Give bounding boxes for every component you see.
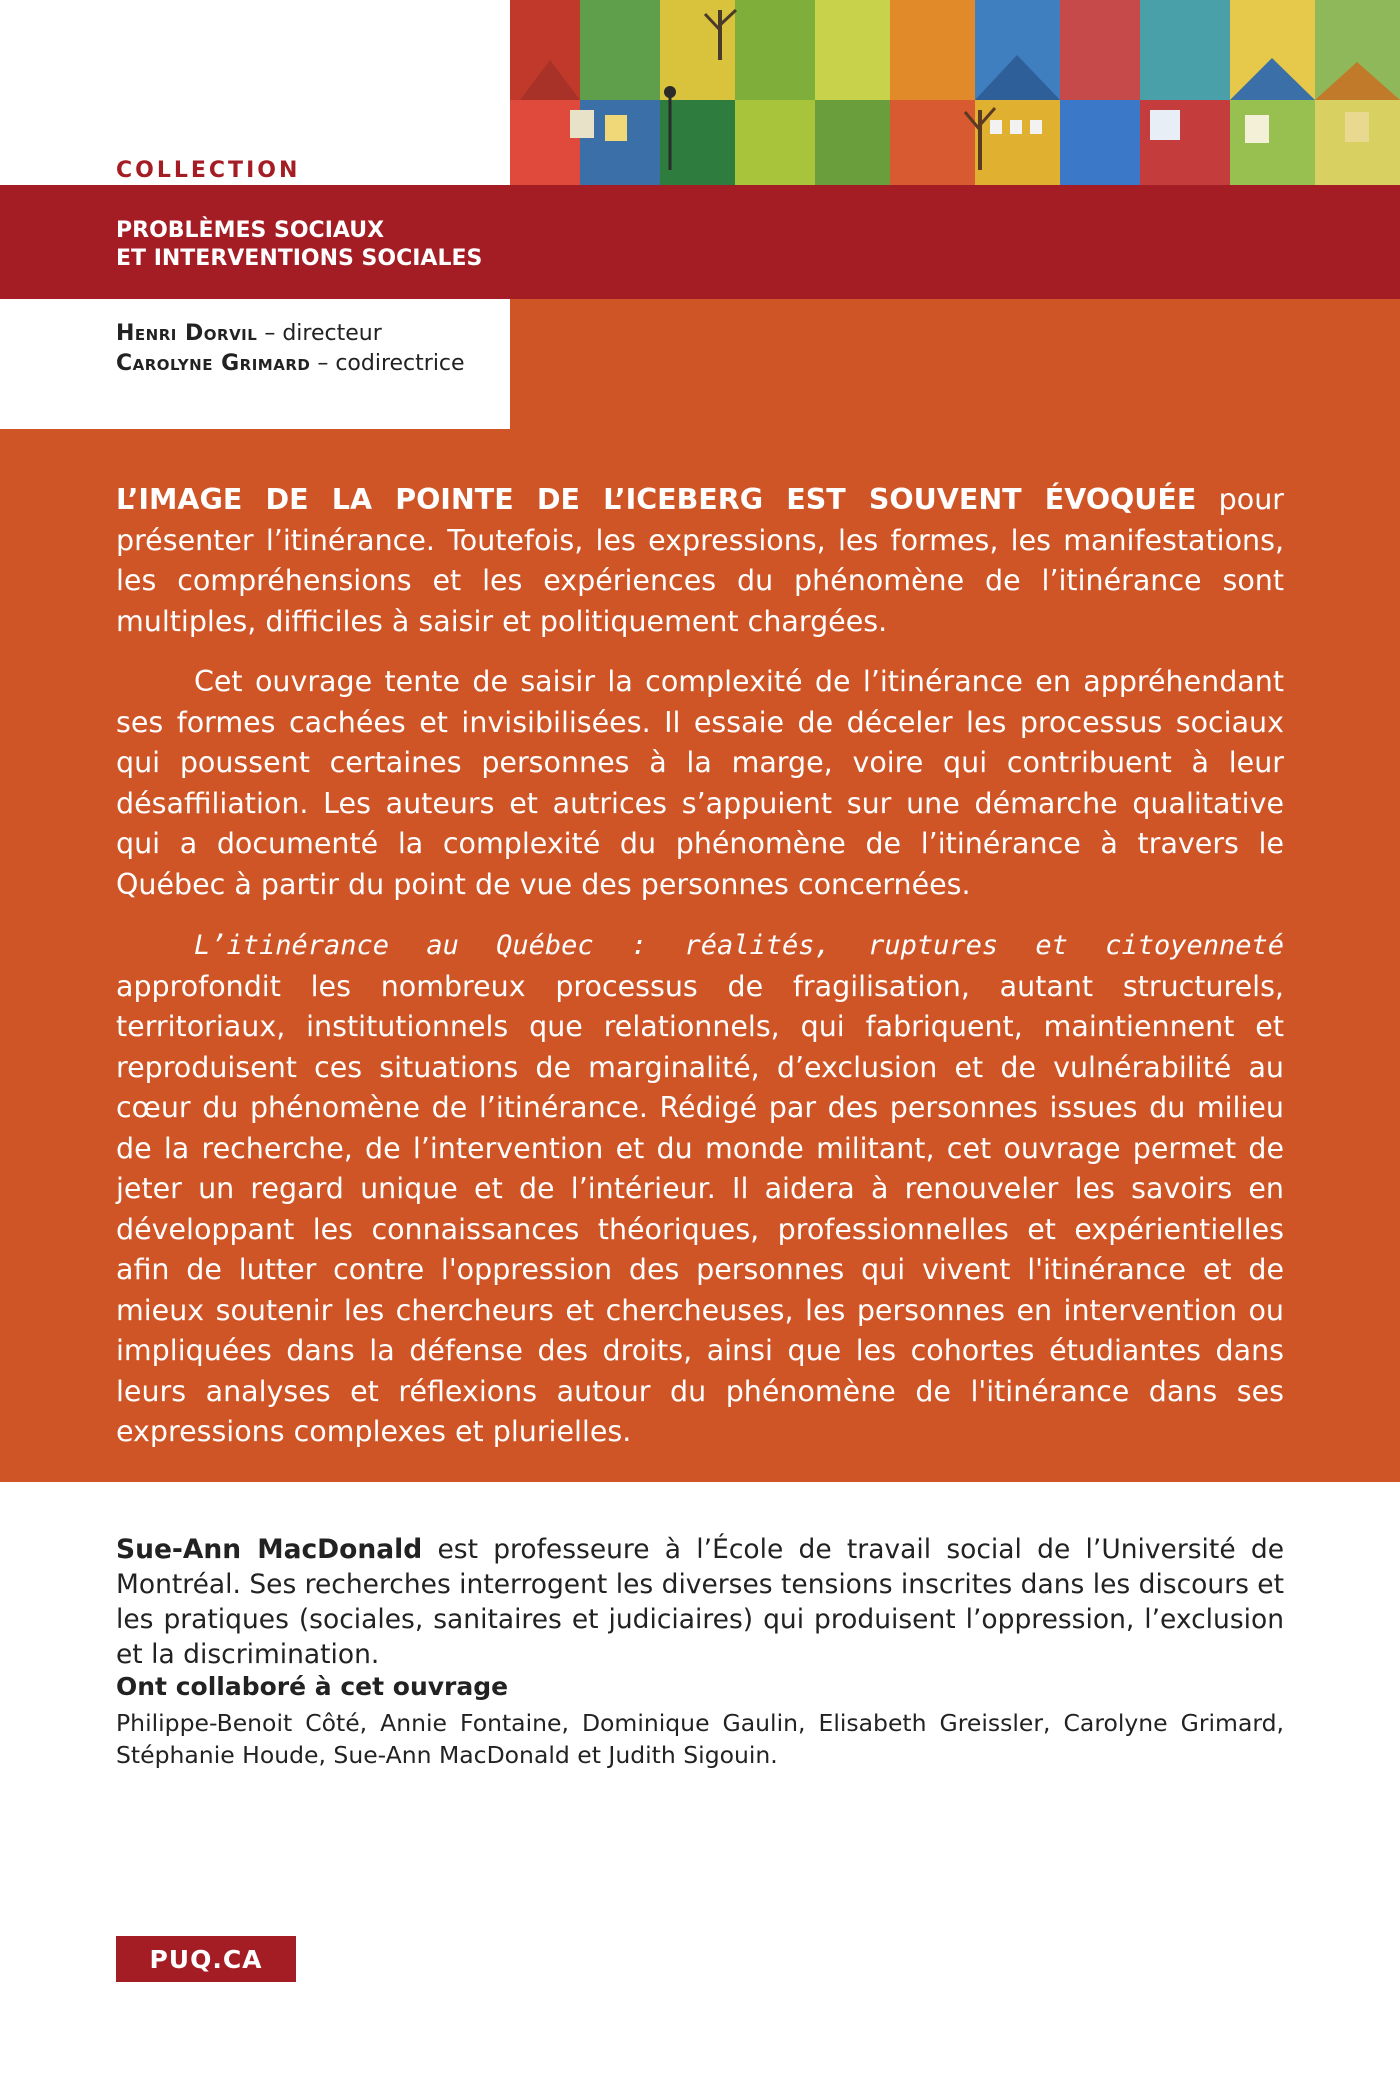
series-title <box>116 217 482 273</box>
author-name: Sue-Ann MacDonald <box>116 1534 423 1565</box>
houses-painting-image <box>510 0 1400 185</box>
contributors-list: Philippe-Benoit Côté, Annie Fontaine, Dominique Gaulin, Elisabeth Greissler, Carolyne Grimard, Stéphanie Houde, Sue-Ann MacDonald et Judith Sigouin. <box>116 1709 1284 1769</box>
synopsis-paragraph-2: Cet ouvrage tente de saisir la complexité de l’itinérance en appréhendant ses formes cachées et invisibilisées. Il essaie de déceler les processus sociaux qui poussent certaines personnes à la marge, voire qui contribuent à leur désaffiliation. Les auteurs et autrices s’appuient sur une démarche qualitative qui a documenté la complexité du phénomène de l’itinérance à travers le Québec à partir du point de vue des personnes concernées. <box>116 665 1284 901</box>
synopsis-p3-rest: approfondit les nombreux processus de fragilisation, autant structurels, territoriaux, institutionnels que relationnels, qui fabriquent, maintiennent et reproduisent ces situations de marginalité, d’exclusion et de vulnérabilité au cœur du phénomène de l’itinérance. Rédigé par des personnes issues du milieu de la recherche, de l’intervention et du monde militant, cet ouvrage permet de jeter un regard unique et de l’intérieur. Il aidera à renouveler les savoirs en développant les connaissances théoriques, professionnelles et expérientielles afin de lutter contre l'oppression des personnes qui vivent l'itinérance et de mieux soutenir les chercheurs et chercheuses, les personnes en intervention ou impliquées dans la défense des droits, ainsi que les cohortes étudiantes dans leurs analyses et réflexions autour du phénomène de l'itinérance dans ses expressions complexes et plurielles. <box>116 969 1284 1448</box>
synopsis-paragraph-1 <box>116 480 1284 642</box>
author-bio-text: est professeure à l’École de travail social de l’Université de Montréal. Ses recherches interrogent les diverses tensions inscrites dans les discours et les pratiques (sociales, sanitaires et judiciaires) qui produisent l’oppression, l’exclusion et la discrimination. <box>116 1534 1285 1670</box>
publisher-link[interactable]: PUQ.CA <box>116 1936 296 1982</box>
synopsis-text <box>116 480 1284 1473</box>
codirector-line <box>116 351 465 376</box>
cover-painting <box>510 0 1400 185</box>
director-separator: – <box>257 321 283 346</box>
series-title-line2: ET INTERVENTIONS SOCIALES <box>116 246 483 271</box>
synopsis-p1-rest: pour présenter l’itinérance. Toutefois, les expressions, les formes, les manifestations, les compréhensions et les expériences du phénomène de l’itinérance sont multiples, difficiles à saisir et politiquement chargées. <box>116 483 1284 638</box>
author-bio <box>116 1532 1284 1672</box>
codirector-name: Carolyne Grimard <box>116 351 311 376</box>
director-line <box>116 321 382 346</box>
series-title-line1: PROBLÈMES SOCIAUX <box>116 218 385 243</box>
director-role: directeur <box>282 321 382 346</box>
book-title: L’itinérance au Québec : réalités, ruptures et citoyenneté <box>194 930 1284 961</box>
collection-label: COLLECTION <box>116 158 301 183</box>
series-band <box>0 185 1400 299</box>
codirector-separator: – <box>310 351 336 376</box>
codirector-role: codirectrice <box>335 351 465 376</box>
directors-block <box>0 299 510 429</box>
synopsis-lead-caps: L’IMAGE DE LA POINTE DE L’ICEBERG EST SOUVENT ÉVOQUÉE <box>116 483 1197 516</box>
synopsis-paragraph-3 <box>116 925 1284 1453</box>
contributors-heading: Ont collaboré à cet ouvrage <box>116 1672 509 1701</box>
director-name: Henri Dorvil <box>116 321 258 346</box>
